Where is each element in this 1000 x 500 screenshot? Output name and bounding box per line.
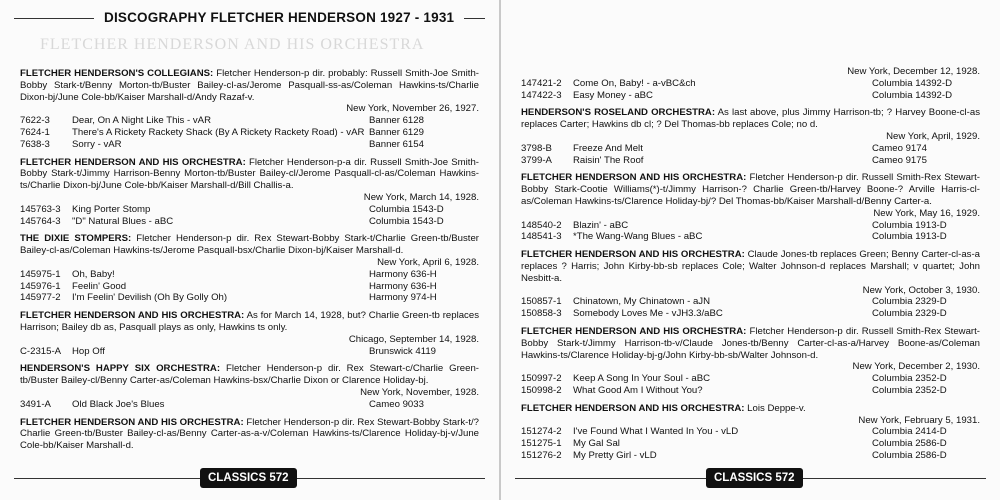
track-row [521,78,980,90]
track-row [521,450,980,462]
track-row [20,204,479,216]
track-title: Easy Money - aBC [573,89,653,101]
matrix-number: 151275-1 [521,438,562,450]
page-title: DISCOGRAPHY FLETCHER HENDERSON 1927 - 1931 [94,10,464,25]
personnel-text: Fletcher Henderson-p dir. Russell Smith-Rex Stewart-Bobby Stark-Cootie Williams(*)-t/Jimmy Harrison-? Charlie Green-tb/Harvey Boone-? Arville Harris-cl-as/Coleman Hawkins-ts/Clarence Holiday-bj/? Del Thomas-bb/Kaiser Marshall-d/Benny Carter-a. [521,172,980,207]
band-name: HENDERSON'S HAPPY SIX ORCHESTRA: [20,363,221,375]
track-row [20,399,479,411]
matrix-number: 151274-2 [521,426,562,438]
matrix-number: 3798-B [521,142,552,154]
track-row [521,385,980,397]
session-location-date: New York, April, 1929. [886,130,980,142]
track-title: Somebody Loves Me - vJH3.3/aBC [573,308,723,320]
track-title: Dear, On A Night Like This - vAR [72,115,211,127]
track-title: Raisin' The Roof [573,154,644,166]
session-location-date: New York, May 16, 1929. [873,207,980,219]
personnel-paragraph [20,68,479,103]
record-label: Columbia 1543-D [369,215,444,227]
record-label: Columbia 2329-D [872,308,947,320]
track-title: Come On, Baby! - a-vBC&ch [573,77,696,89]
track-row [521,155,980,167]
record-label: Columbia 14392-D [872,89,952,101]
track-title: Sorry - vAR [72,138,122,150]
track-row [20,216,479,228]
personnel-text: Fletcher Henderson-p dir. Rex Stewart-c/Charlie Green-tb/Buster Bailey-cl/Benny Carter-as/Coleman Hawkins-bsx/Charlie Dixon or Clarence Holiday-bj. [20,363,480,387]
matrix-number: 148540-2 [521,219,562,231]
track-row [20,346,479,358]
record-label: Banner 6128 [369,115,424,127]
personnel-text: Claude Jones-tb replaces Green; Benny Carter-cl-as-a replaces ? Harris; John Kirby-bb-sb replaces Cole; Walter Johnson-d replaces Marshall; v quartet; John Nesbitt-a. [521,249,980,284]
personnel-paragraph [20,157,479,192]
track-row [20,127,479,139]
band-name: THE DIXIE STOMPERS: [20,233,132,245]
personnel-text: Fletcher Henderson-p dir. probably: Russell Smith-Joe Smith-Bobby Stark-t/Benny Morton-tb/Buster Bailey-cl-as/Jerome Pasquall-ss-as/Coleman Hawkins-ts/Charlie Dixon-bj/June Cole-bb/Kaiser Marshall-d/Andy Razaf-v. [20,68,479,103]
record-label: Columbia 1913-D [872,219,947,231]
band-name: FLETCHER HENDERSON AND HIS ORCHESTRA: [521,325,747,337]
personnel-paragraph [20,310,479,334]
record-label: Columbia 2586-D [872,449,947,461]
matrix-number: 3491-A [20,398,51,410]
record-label: Columbia 2586-D [872,438,947,450]
session-location-date: New York, October 3, 1930. [862,284,980,296]
matrix-number: 145764-3 [20,215,61,227]
session-location-date: New York, December 2, 1930. [852,361,980,373]
record-label: Cameo 9174 [872,142,927,154]
record-label: Cameo 9175 [872,154,927,166]
track-title: What Good Am I Without You? [573,384,703,396]
catalog-label: CLASSICS 572 [200,468,297,488]
band-name: FLETCHER HENDERSON AND HIS ORCHESTRA: [20,416,244,428]
track-row [521,220,980,232]
matrix-number: 145976-1 [20,280,61,292]
track-title: Blazin' - aBC [573,219,629,231]
page-footer [501,468,1000,490]
personnel-text: Fletcher Henderson-p dir. Russell Smith-Rex Stewart-Bobby Stark-t/Jimmy Harrison-tb-v/Claude Jones-tb/Benny Carter-cl-as-a/Harvey Boone-as/Coleman Hawkins-ts/Clarence Holiday-bj-g/John Kirby-bb-sb/Walter Johnson-d. [521,325,980,361]
track-row [521,296,980,308]
personnel-text: Fletcher Henderson-p dir. Rex Stewart-Bobby Stark-t/Charlie Green-tb/Buster Bailey-cl-as/Coleman Hawkins-ts/Jerome Pasquall-bsx/Charlie Dixon-bj/Kaiser Marshall-d. [20,233,479,257]
matrix-number: 3799-A [521,154,552,166]
track-row [20,115,479,127]
personnel-paragraph [521,107,980,131]
band-name: FLETCHER HENDERSON AND HIS ORCHESTRA: [521,402,745,414]
track-row [521,90,980,102]
session-location-date: New York, April 6, 1928. [377,256,479,268]
session-block [521,326,980,397]
personnel-paragraph [20,363,479,387]
catalog-label: CLASSICS 572 [706,468,803,488]
record-label: Banner 6154 [369,138,424,150]
matrix-number: 7622-3 [20,115,50,127]
track-row [20,269,479,281]
track-title: Freeze And Melt [573,142,643,154]
track-row [521,231,980,243]
personnel-paragraph [20,233,479,257]
track-title: Keep A Song In Your Soul - aBC [573,373,711,385]
left-discography [20,68,479,458]
matrix-number: 7624-1 [20,126,50,138]
band-name: FLETCHER HENDERSON'S COLLEGIANS: [20,68,214,79]
matrix-number: 147421-2 [521,77,562,89]
record-label: Cameo 9033 [369,398,424,410]
personnel-text: Fletcher Henderson-p-a dir. Russell Smith-Joe Smith-Bobby Stark-t/Jimmy Harrison-Benny Morton-tb/Buster Bailey-cl/Jerome Pasquall-cl-as/Coleman Hawkins-ts/Charlie Dixon-bj/June Cole-bb/Kaiser Marshall-d/Bill Challis-a. [20,156,479,192]
matrix-number: 145975-1 [20,268,61,280]
track-row [521,438,980,450]
track-row [20,281,479,293]
band-name: FLETCHER HENDERSON AND HIS ORCHESTRA: [521,172,747,184]
record-label: Harmony 636-H [369,280,437,292]
record-label: Columbia 1543-D [369,203,444,215]
record-label: Harmony 636-H [369,268,437,280]
matrix-number: 7638-3 [20,138,50,150]
band-name: FLETCHER HENDERSON AND HIS ORCHESTRA: [521,249,745,261]
track-row [521,426,980,438]
track-row [521,143,980,155]
track-title: Feelin' Good [72,280,127,292]
matrix-number: C-2315-A [20,345,62,357]
session-block [20,233,479,304]
session-block [521,172,980,243]
record-label: Brunswick 4119 [369,345,437,357]
matrix-number: 151276-2 [521,449,562,461]
personnel-paragraph [521,403,980,415]
track-title: I'm Feelin' Devilish (Oh By Golly Oh) [72,292,228,304]
personnel-text: As for March 14, 1928, but? Charlie Green-tb replaces Harrison; Bailey db as, Pasquall plays as only, Hawkins ts only. [20,310,479,333]
page-footer [0,468,499,490]
track-title: Oh, Baby! [72,268,115,280]
session-location-date: New York, March 14, 1928. [363,191,479,203]
right-discography [521,66,980,468]
matrix-number: 150858-3 [521,308,562,320]
session-block [521,66,980,101]
personnel-paragraph [521,172,980,207]
track-title: Hop Off [72,345,105,357]
track-row [20,139,479,151]
track-title: Chinatown, My Chinatown - aJN [573,296,711,308]
track-title: *The Wang-Wang Blues - aBC [573,231,703,243]
matrix-number: 148541-3 [521,231,562,243]
personnel-text: Lois Deppe-v. [744,402,806,414]
session-block [521,249,980,320]
band-name: FLETCHER HENDERSON AND HIS ORCHESTRA: [20,310,245,322]
record-label: Columbia 1913-D [872,231,947,243]
matrix-number: 150997-2 [521,373,562,385]
track-row [20,292,479,304]
session-location-date: New York, November 26, 1927. [346,103,479,115]
track-title: "D" Natural Blues - aBC [72,215,174,227]
bleed-through-text: FLETCHER HENDERSON AND HIS ORCHESTRA [40,36,425,53]
track-title: I've Found What I Wanted In You - vLD [573,426,739,438]
band-name: HENDERSON'S ROSELAND ORCHESTRA: [521,107,716,119]
right-page [501,0,1000,500]
track-row [521,373,980,385]
session-block [20,363,479,410]
matrix-number: 147422-3 [521,89,562,101]
band-name: FLETCHER HENDERSON AND HIS ORCHESTRA: [20,156,246,168]
session-location-date: New York, November, 1928. [360,386,479,398]
record-label: Banner 6129 [369,126,424,138]
left-page [0,0,499,500]
session-block [521,107,980,166]
personnel-paragraph [20,417,479,452]
record-label: Columbia 2329-D [872,296,947,308]
personnel-text: Fletcher Henderson-p dir. Rex Stewart-Bobby Stark-t/? Charlie Green-tb/Buster Bailey-cl-as/Benny Carter-as-a-v/Coleman Hawkins-ts/Clarence Holiday-bj-v/June Cole-bb/Kaiser Marshall-d. [20,416,479,452]
personnel-paragraph [521,249,980,284]
matrix-number: 150998-2 [521,384,562,396]
session-location-date: New York, February 5, 1931. [858,414,980,426]
track-title: King Porter Stomp [72,203,151,215]
record-label: Columbia 2352-D [872,384,947,396]
record-label: Harmony 974-H [369,292,437,304]
record-label: Columbia 14392-D [872,77,952,89]
session-block [20,310,479,357]
matrix-number: 150857-1 [521,296,562,308]
track-title: Old Black Joe's Blues [72,398,165,410]
record-label: Columbia 2352-D [872,373,947,385]
track-title: There's A Rickety Rackety Shack (By A Rickety Rackety Road) - vAR [72,126,365,138]
track-title: My Gal Sal [573,438,620,450]
personnel-text: As last above, plus Jimmy Harrison-tb; ? Harvey Boone-cl-as replaces Carter; Hawkins db cl; ? Del Thomas-bb replaces Cole; no d. [521,107,980,131]
matrix-number: 145763-3 [20,203,61,215]
session-location-date: New York, December 12, 1928. [847,66,980,77]
session-block [20,68,479,151]
page-header [14,10,485,42]
personnel-paragraph [521,326,980,361]
session-block [521,403,980,462]
session-location-date: Chicago, September 14, 1928. [348,333,479,345]
track-row [521,308,980,320]
session-block [20,417,479,452]
record-label: Columbia 2414-D [872,426,947,438]
matrix-number: 145977-2 [20,292,61,304]
session-block [20,157,479,228]
track-title: My Pretty Girl - vLD [573,449,657,461]
